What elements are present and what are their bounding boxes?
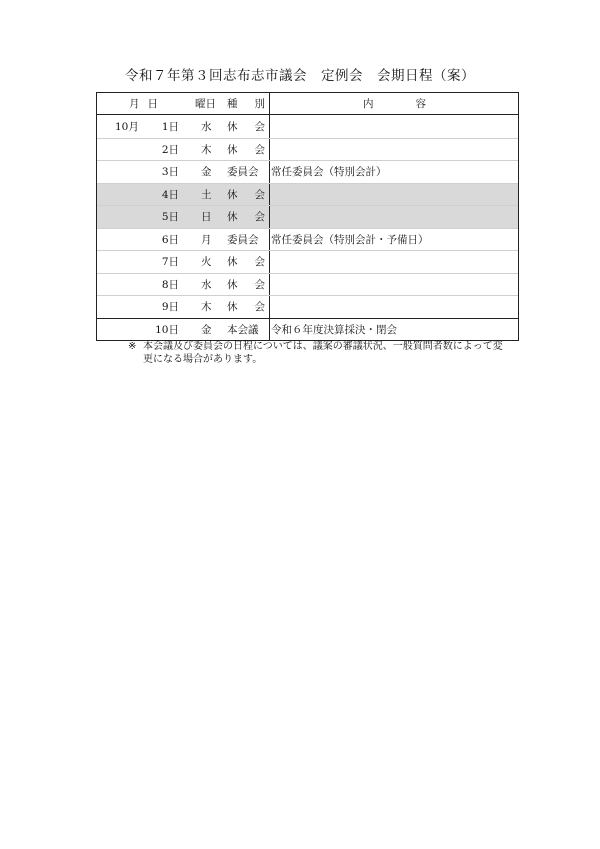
cell-weekday: 木 (201, 143, 212, 156)
cell-type-part: 会 (254, 143, 265, 156)
cell-type-part: 休 (227, 143, 238, 156)
cell-day: 3日 (161, 166, 179, 179)
table-row (97, 205, 518, 228)
table-row (97, 228, 518, 251)
cell-content: 常任委員会（特別会計・予備日） (271, 233, 429, 246)
cell-type-part: 会 (254, 301, 265, 314)
cell-type-part: 会 (254, 278, 265, 291)
cell-month: 10月 (115, 120, 139, 133)
column-divider (269, 184, 270, 206)
cell-type (227, 161, 265, 183)
table-row (97, 160, 518, 183)
column-divider (269, 251, 270, 273)
cell-type (227, 229, 265, 251)
cell-day: 10日 (155, 323, 179, 336)
cell-weekday: 木 (201, 301, 212, 314)
cell-weekday: 日 (201, 211, 212, 224)
column-divider (269, 206, 270, 228)
cell-type (227, 296, 265, 318)
cell-type (227, 184, 265, 206)
cell-type-part: 会 (254, 120, 265, 133)
cell-day: 6日 (161, 233, 179, 246)
cell-content: 常任委員会（特別会計） (271, 166, 387, 179)
header-type-char: 種 (227, 98, 238, 110)
cell-type-part: 委員会 (227, 166, 259, 179)
cell-day: 7日 (161, 256, 179, 269)
cell-type-part: 休 (227, 120, 238, 133)
cell-weekday: 月 (201, 233, 212, 246)
cell-weekday: 水 (201, 120, 212, 133)
cell-type (227, 206, 265, 228)
cell-day: 8日 (161, 278, 179, 291)
cell-day: 1日 (161, 120, 179, 133)
cell-type-part: 休 (227, 301, 238, 314)
header-type (227, 93, 265, 114)
column-divider (269, 274, 270, 296)
column-divider (269, 319, 270, 341)
cell-type (227, 115, 265, 138)
column-divider (269, 139, 270, 161)
cell-type (227, 139, 265, 161)
page-title: 令和７年第３回志布志市議会 定例会 会期日程（案） (125, 68, 475, 84)
note-text: 本会議及び委員会の日程については、議案の審議状況、一般質問者数によって変更になる場合があります。 (143, 341, 503, 365)
cell-type-part: 休 (227, 278, 238, 291)
table-row (97, 115, 518, 138)
cell-type-part: 休 (227, 188, 238, 201)
column-divider (269, 229, 270, 251)
column-divider (269, 161, 270, 183)
table-body (97, 115, 518, 340)
cell-type-part: 会 (254, 188, 265, 201)
cell-type-part: 休 (227, 256, 238, 269)
table-row (97, 318, 518, 341)
table-row (97, 273, 518, 296)
cell-type-part: 会 (254, 211, 265, 224)
cell-day: 5日 (161, 211, 179, 224)
table-row (97, 250, 518, 273)
schedule-table (96, 92, 519, 341)
cell-type-part: 休 (227, 211, 238, 224)
table-header-row (97, 93, 518, 115)
cell-type (227, 319, 265, 341)
cell-day: 2日 (161, 143, 179, 156)
cell-weekday: 土 (201, 188, 212, 201)
table-row (97, 138, 518, 161)
cell-weekday: 金 (201, 323, 212, 336)
cell-weekday: 金 (201, 166, 212, 179)
cell-type (227, 251, 265, 273)
table-row (97, 183, 518, 206)
header-type-char: 別 (254, 98, 265, 110)
column-divider (269, 115, 270, 138)
header-date: 月日 (129, 98, 166, 110)
cell-type (227, 274, 265, 296)
cell-day: 4日 (161, 188, 179, 201)
table-row (97, 295, 518, 318)
cell-weekday: 水 (201, 278, 212, 291)
cell-type-part: 委員会 (227, 233, 259, 246)
footnote (128, 340, 508, 366)
cell-weekday: 火 (201, 256, 212, 269)
header-content: 内容 (363, 98, 468, 110)
header-weekday: 曜日 (195, 98, 216, 110)
column-divider (269, 296, 270, 318)
cell-day: 9日 (161, 301, 179, 314)
cell-type-part: 会 (254, 256, 265, 269)
note-mark: ※ (128, 341, 137, 352)
cell-type-part: 本会議 (227, 323, 259, 336)
cell-content: 令和６年度決算採決・閉会 (271, 323, 397, 336)
